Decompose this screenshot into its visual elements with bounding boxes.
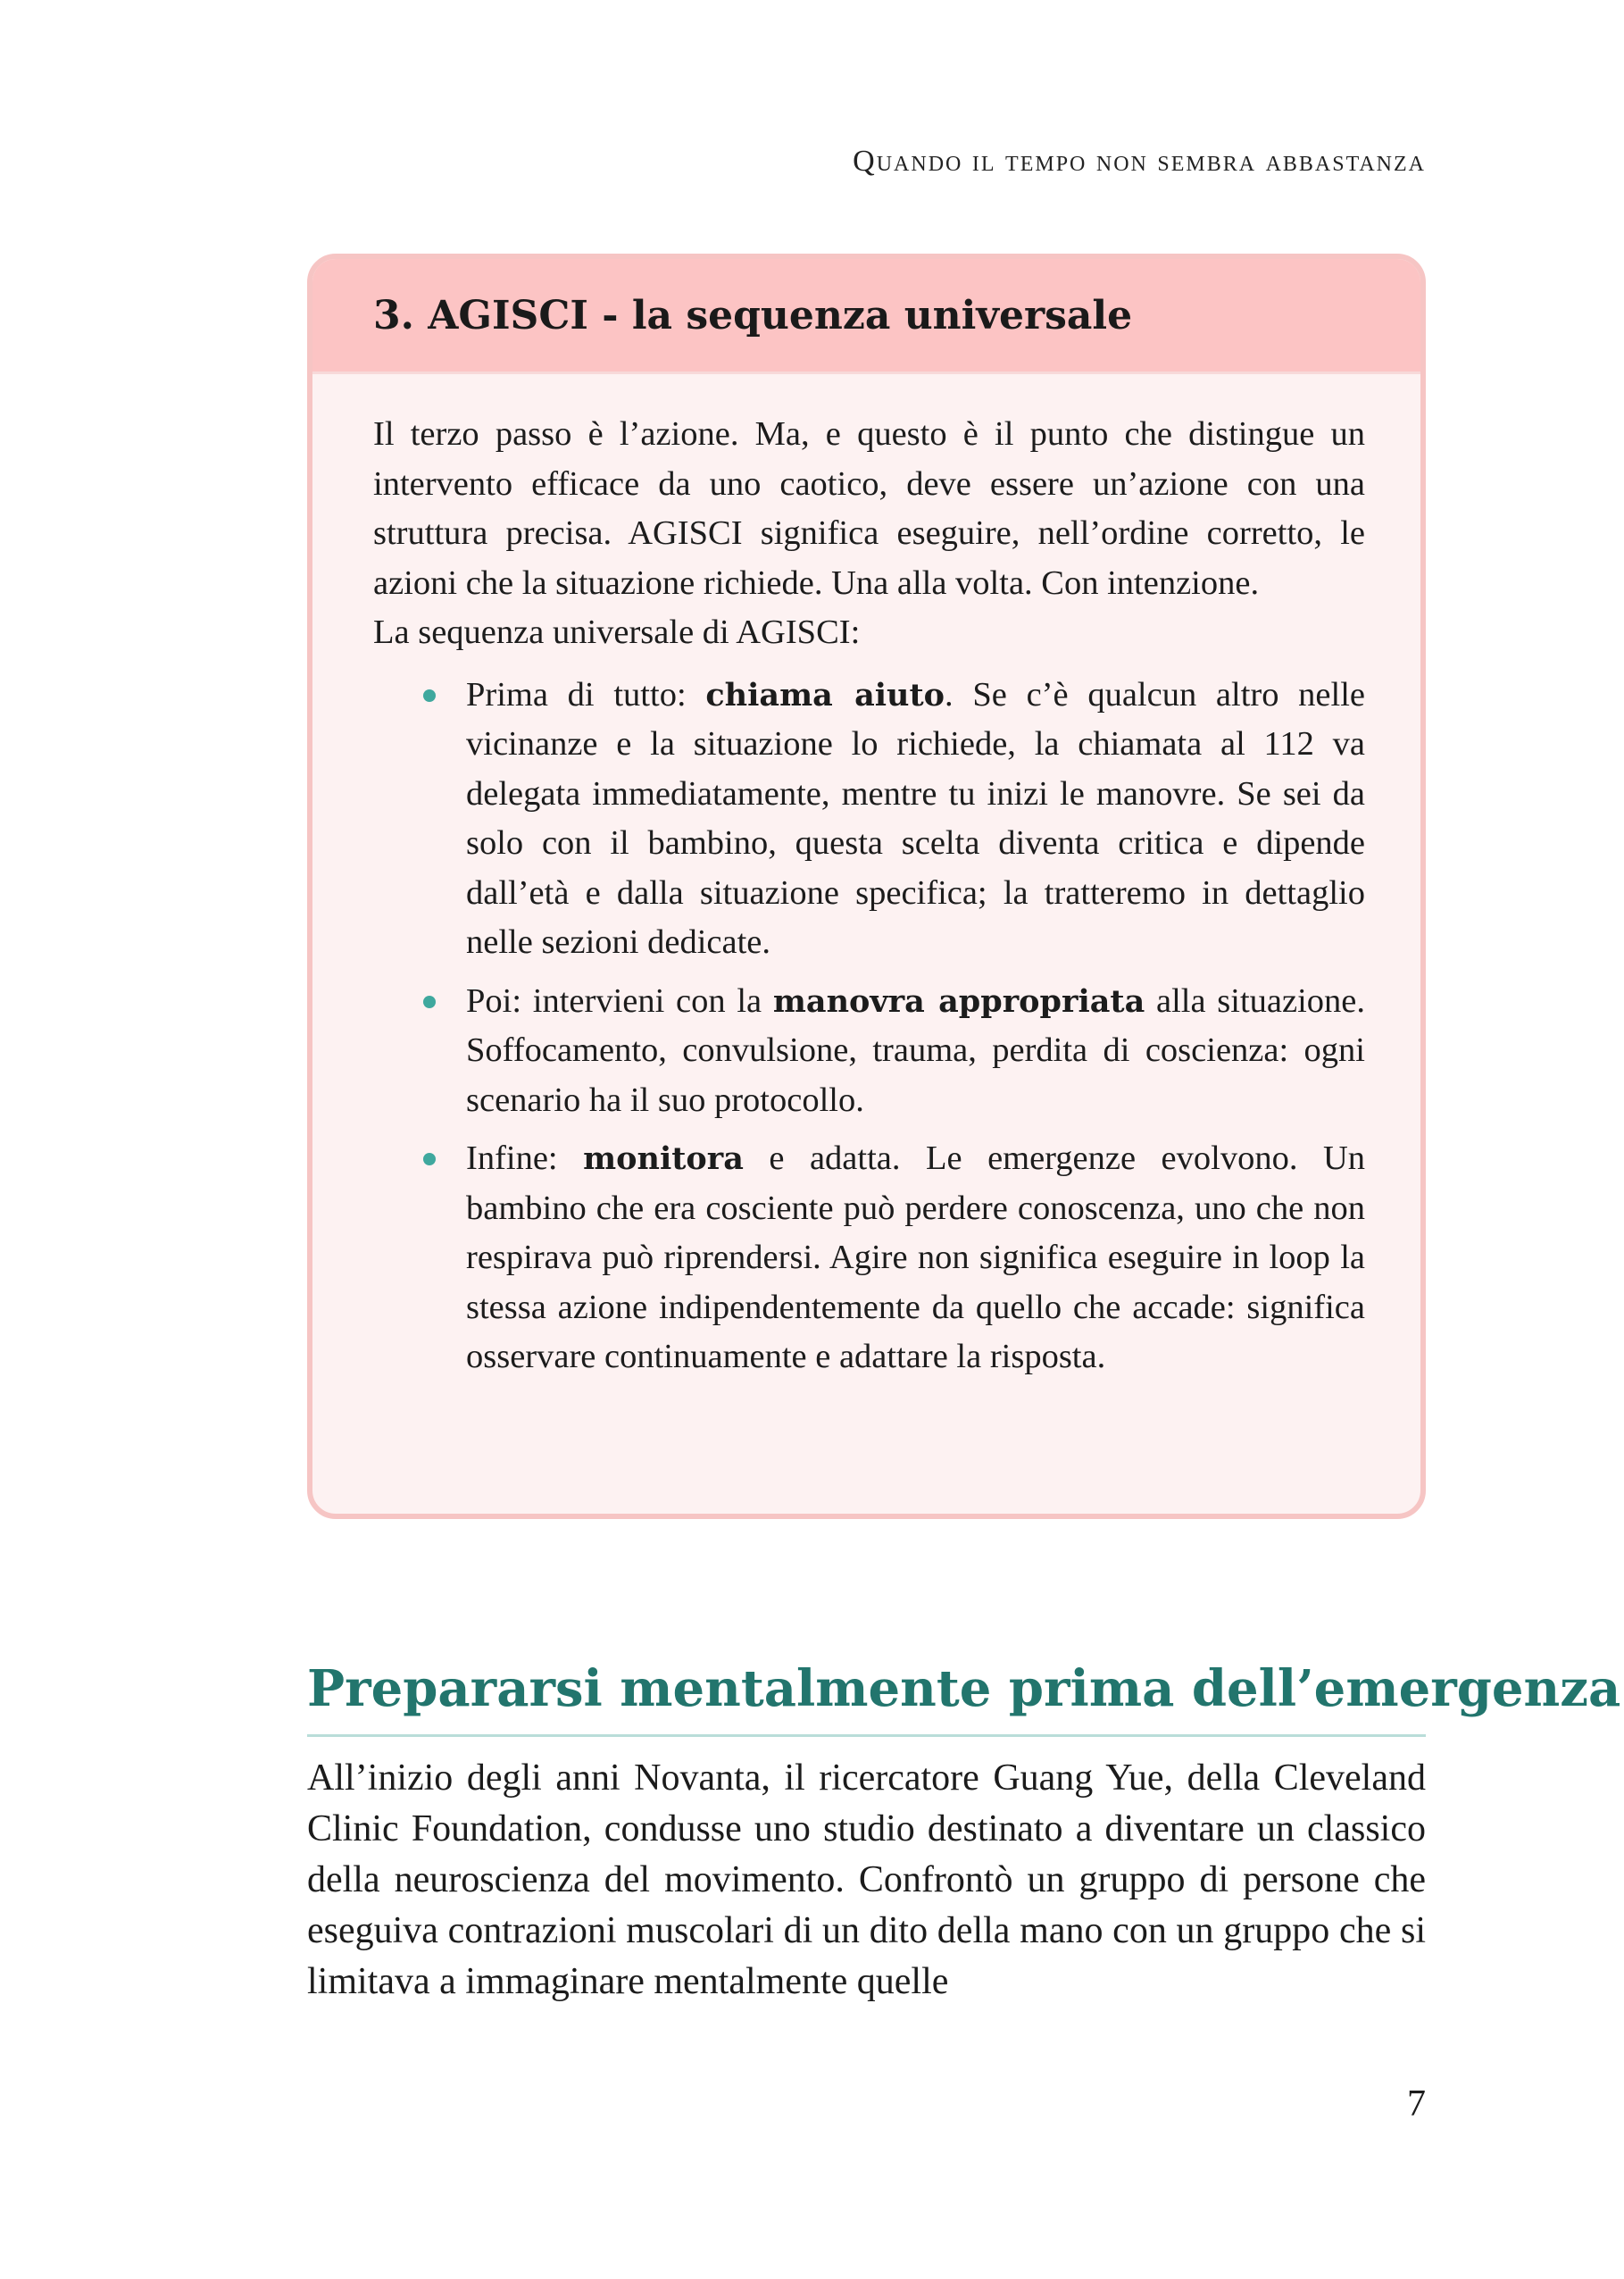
callout-body [312, 374, 1420, 1382]
bullet-dot-icon [423, 996, 436, 1008]
bullet-dot-icon [423, 689, 436, 702]
section-title: Prepararsi mentalmente prima dell’emergenza [307, 1659, 1621, 1718]
page-number: 7 [1407, 2083, 1426, 2125]
section-rule [307, 1734, 1426, 1737]
bullet-text-before: Poi: intervieni con la [466, 981, 773, 1020]
bullet-bold: monitora [583, 1140, 744, 1177]
callout-title: 3. AGISCI - la sequenza universale [373, 292, 1133, 338]
bullet-item [466, 1134, 1365, 1382]
bullet-item [466, 977, 1365, 1126]
bullet-bold: chiama aiuto [705, 676, 945, 714]
callout-bullet-list [373, 671, 1365, 1382]
bullet-bold: manovra appropriata [772, 982, 1145, 1020]
bullet-item [466, 671, 1365, 968]
bullet-text-before: Prima di tutto: [466, 675, 706, 714]
callout-lead: La sequenza universale di AGISCI: [373, 614, 861, 651]
bullet-dot-icon [423, 1153, 436, 1165]
running-head: Quando il tempo non sembra abbastanza [853, 145, 1426, 178]
callout-box [307, 254, 1426, 1519]
bullet-text-after: . Se c’è qualcun altro nelle vicinanze e la situazione lo richiede, la chiamata al 112 va delegata immediatamente, mentre tu inizi le manovre. Se sei da solo con il bambino, questa scelta diventa critica e dipende dall’età e dalla situazione specifica; la tratteremo in dettaglio nelle sezioni dedicate. [466, 675, 1365, 961]
body-paragraph: All’inizio degli anni Novanta, il ricercatore Guang Yue, della Cleveland Clinic Foundation, condusse uno studio destinato a diventare un classico della neuroscienza del movimento. Confrontò un gruppo di persone che eseguiva contrazioni muscolari di un dito della mano con un gruppo che si limitava a immaginare mentalmente quelle [307, 1757, 1426, 2002]
callout-intro: Il terzo passo è l’azione. Ma, e questo è il punto che distingue un intervento efficace da uno caotico, deve essere un’azione con una struttura precisa. AGISCI significa eseguire, nell’ordine corretto, le azioni che la situazione richiede. Una alla volta. Con intenzione. [373, 415, 1365, 602]
bullet-text-before: Infine: [466, 1140, 584, 1177]
callout-header [312, 259, 1420, 374]
bullet-text-after: e adatta. Le emergenze evolvono. Un bambino che era cosciente può perdere conoscenza, uno che non respirava può riprendersi. Agire non significa eseguire in loop la stessa azione indipendentemente da quello che accade: significa osservare continuamente e adattare la risposta. [466, 1140, 1366, 1375]
bullet-text-after: alla situazione. Soffocamento, convulsione, trauma, perdita di coscienza: ogni scenario ha il suo protocollo. [466, 981, 1365, 1119]
